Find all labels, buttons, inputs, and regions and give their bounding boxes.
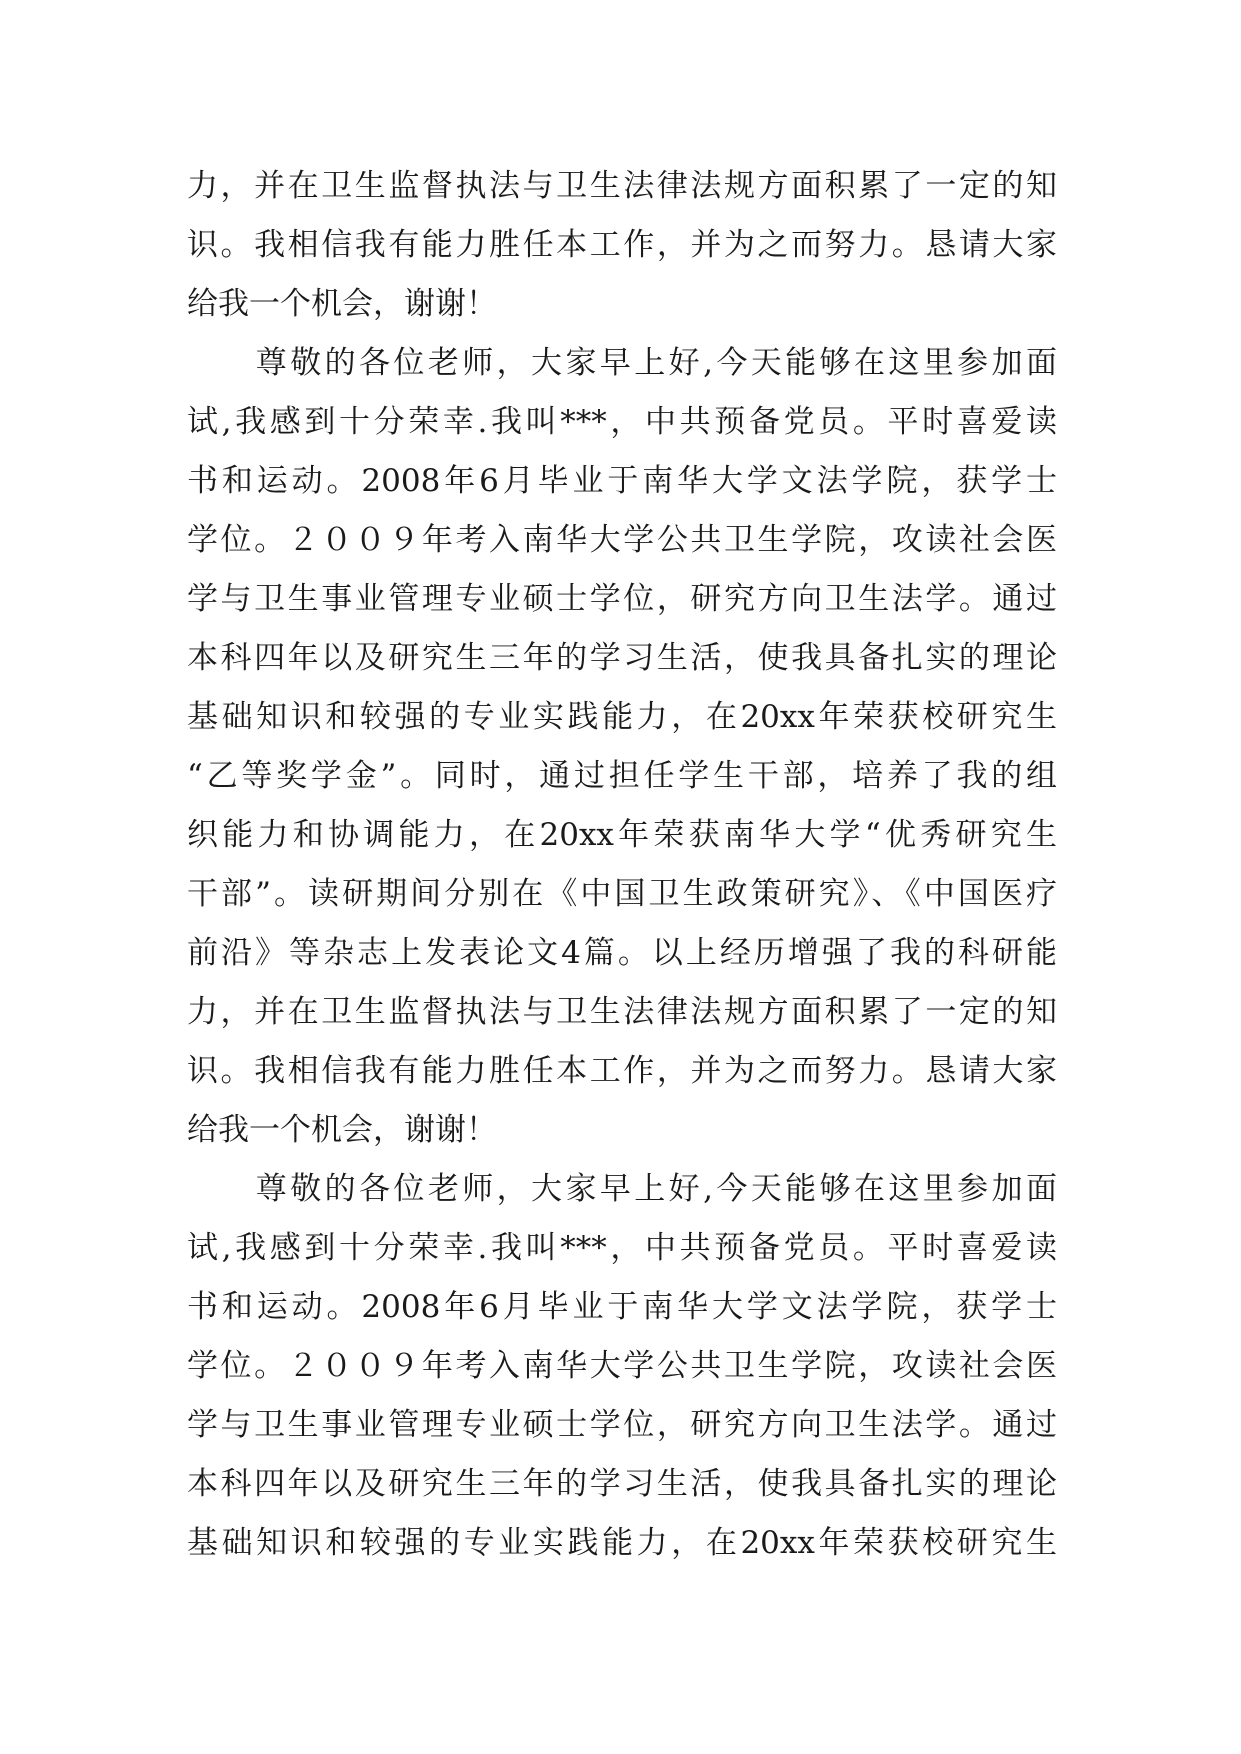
text-line: 学位。２００９年考入南华大学公共卫生学院，攻读社会医 bbox=[187, 522, 1057, 558]
text-line: 识。我相信我有能力胜任本工作，并为之而努力。恳请大家 bbox=[187, 1053, 1057, 1089]
text-line: 干部”。读研期间分别在《中国卫生政策研究》、《中国医疗 bbox=[187, 876, 1057, 912]
text-line: 基础知识和较强的专业实践能力，在20xx年荣获校研究生 bbox=[187, 699, 1057, 735]
text-line: 书和运动。2008年6月毕业于南华大学文法学院，获学士 bbox=[187, 463, 1057, 499]
text-line: 本科四年以及研究生三年的学习生活，使我具备扎实的理论 bbox=[187, 1466, 1057, 1502]
text-line: “乙等奖学金”。同时，通过担任学生干部，培养了我的组 bbox=[187, 758, 1057, 794]
text-line: 力，并在卫生监督执法与卫生法律法规方面积累了一定的知 bbox=[187, 168, 1057, 204]
text-line: 学与卫生事业管理专业硕士学位，研究方向卫生法学。通过 bbox=[187, 581, 1057, 617]
text-line: 给我一个机会，谢谢！ bbox=[187, 286, 497, 322]
text-line: 尊敬的各位老师，大家早上好,今天能够在这里参加面 bbox=[187, 1171, 1057, 1207]
text-line: 试,我感到十分荣幸.我叫***，中共预备党员。平时喜爱读 bbox=[187, 404, 1057, 440]
text-line: 学与卫生事业管理专业硕士学位，研究方向卫生法学。通过 bbox=[187, 1407, 1057, 1443]
text-line: 识。我相信我有能力胜任本工作，并为之而努力。恳请大家 bbox=[187, 227, 1057, 263]
text-line: 织能力和协调能力，在20xx年荣获南华大学“优秀研究生 bbox=[187, 817, 1057, 853]
text-line: 本科四年以及研究生三年的学习生活，使我具备扎实的理论 bbox=[187, 640, 1057, 676]
text-line: 学位。２００９年考入南华大学公共卫生学院，攻读社会医 bbox=[187, 1348, 1057, 1384]
text-line: 试,我感到十分荣幸.我叫***，中共预备党员。平时喜爱读 bbox=[187, 1230, 1057, 1266]
text-line: 力，并在卫生监督执法与卫生法律法规方面积累了一定的知 bbox=[187, 994, 1057, 1030]
body-text bbox=[187, 157, 1057, 1573]
text-line: 给我一个机会，谢谢！ bbox=[187, 1112, 497, 1148]
text-line: 基础知识和较强的专业实践能力，在20xx年荣获校研究生 bbox=[187, 1525, 1057, 1561]
text-line: 书和运动。2008年6月毕业于南华大学文法学院，获学士 bbox=[187, 1289, 1057, 1325]
text-line: 尊敬的各位老师，大家早上好,今天能够在这里参加面 bbox=[187, 345, 1057, 381]
text-line: 前沿》等杂志上发表论文4篇。以上经历增强了我的科研能 bbox=[187, 935, 1057, 971]
